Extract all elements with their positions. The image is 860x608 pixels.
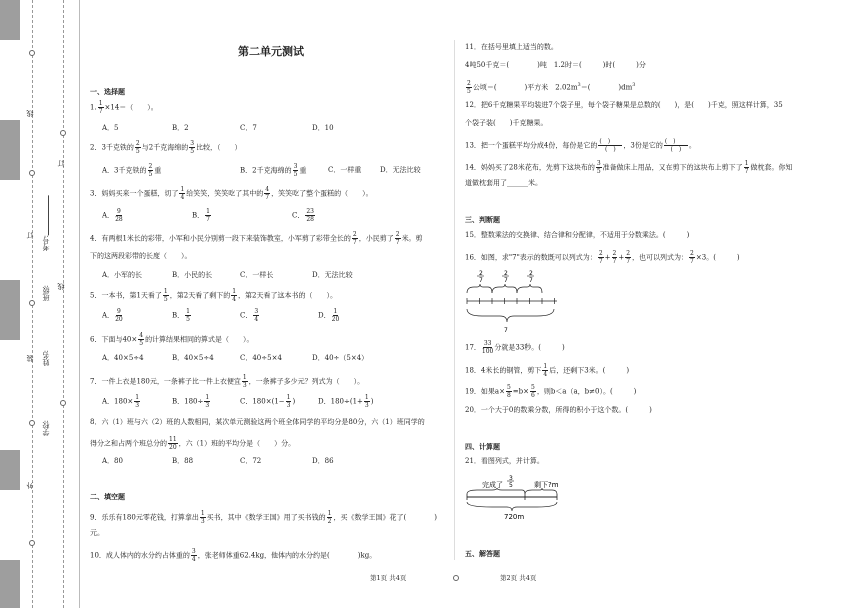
question-14: 14．妈妈买了28米花布，先剪下这块布的 $\frac{3}{5}$ 准备做床上用品，又在剪下的这块布上剪下了 $\frac{1}{7}$ 做枕套。你知 <box>465 160 793 175</box>
page-footer-left: 第1页 共4页 <box>370 574 407 582</box>
fig-frac-bottom-3: 7 <box>529 277 533 284</box>
binding-hole <box>29 300 35 306</box>
question-9: 9．乐乐有180元零花钱，打算拿出 $\frac{1}{3}$ 买书，其中《数学王国》用了买书钱的 $\frac{1}{2}$ ，买《数学王国》花了( ) <box>90 510 437 525</box>
question-13: 13．把一个蛋糕平均分成4份，每份是它的 $\frac{( )}{( )}$ ，3份是它的 $\frac{( )}{( )}$ 。 <box>465 138 696 153</box>
q4-option-a[interactable]: A．小军的长 <box>102 271 143 279</box>
question-11: 11．在括号里填上适当的数。 <box>465 43 558 51</box>
section-answer-heading: 五、解答题 <box>465 549 500 558</box>
section-fill-heading: 二、填空题 <box>90 492 125 501</box>
q1-option-b[interactable]: B．2 <box>172 124 189 132</box>
question-19: 19．如果a× $\frac{5}{8}$ =b× $\frac{5}{6}$ ，则b＜a（a，b≠0）。( ) <box>465 384 637 399</box>
binding-line-label-1: 线 <box>26 110 34 117</box>
question-1: 1. $\frac{1}{7}$ ×14＝（ ）。 <box>90 100 158 115</box>
q3-option-b[interactable]: B． $\frac{1}{7}$ <box>192 208 210 223</box>
section-judge-heading: 三、判断题 <box>465 215 500 224</box>
binding-ding-label: 订 <box>26 232 34 239</box>
page-footer-right: 第2页 共4页 <box>500 574 537 582</box>
q7-option-a[interactable]: A．180× $\frac{1}{3}$ <box>102 394 140 409</box>
q4-option-c[interactable]: C．一样长 <box>240 271 274 279</box>
question-8-line2: 得分之和占两个班总分的 $\frac{11}{20}$ ，六（1）班的平均分是（ ）分。 <box>90 436 296 451</box>
q8-option-b[interactable]: B．88 <box>172 457 194 465</box>
q7-option-b[interactable]: B．180÷ $\frac{1}{3}$ <box>172 394 210 409</box>
q2-option-a[interactable]: A．3千克铁的 $\frac{2}{5}$ 重 <box>102 163 162 178</box>
question-16: 16．如图，求"7"表示的数既可以列式为： $\frac{2}{7}$ + $\frac{2}{7}$ + $\frac{2}{7}$ ，也可以列式为： $\frac{2}{7}$ ×3。( ) <box>465 250 740 265</box>
binding-hole <box>60 400 66 406</box>
fig-rest-label: 剩下?m <box>534 481 559 489</box>
question-8: 8．六（1）班与六（2）班的人数相同，某次单元测验这两个班全体同学的平均分是80分，六（1）班同学的 <box>90 418 425 426</box>
q1-option-d[interactable]: D．10 <box>312 124 334 132</box>
q5-option-a[interactable]: A． $\frac{9}{20}$ <box>102 308 123 323</box>
fig-total-label: 720m <box>504 513 525 521</box>
binding-strip <box>0 0 20 608</box>
section-choice-heading: 一、选择题 <box>90 87 125 96</box>
center-hole <box>453 575 459 581</box>
q5-option-b[interactable]: B． $\frac{1}{5}$ <box>172 308 190 323</box>
question-3: 3．妈妈买来一个蛋糕，切了 $\frac{1}{4}$ 给笑笑，笑笑吃了其中的 $\frac{4}{7}$ ，笑笑吃了整个蛋糕的（ ）。 <box>90 186 373 201</box>
question-18: 18．4米长的钢管，剪下 $\frac{1}{4}$ 后，还剩下3米。( ) <box>465 363 630 378</box>
class-label: 班级: <box>42 285 50 302</box>
question-7: 7．一件上衣是180元，一条裤子比一件上衣便宜 $\frac{1}{3}$ ，一条裤子多少元？列式为（ ）。 <box>90 374 365 389</box>
fig-frac-bottom-2: 7 <box>504 277 508 284</box>
q2-option-b[interactable]: B．2千克海绵的 $\frac{3}{5}$ 重 <box>240 163 307 178</box>
binding-hole <box>29 540 35 546</box>
binding-margin <box>20 0 80 608</box>
q5-option-d[interactable]: D． $\frac{1}{20}$ <box>318 308 340 323</box>
fig-done-frac-bottom: 5 <box>509 482 513 489</box>
binding-zhuang-label: 装 <box>26 355 34 362</box>
fig-frac-top-3: 2 <box>529 270 533 277</box>
q6-option-a[interactable]: A．40×5÷4 <box>102 354 144 362</box>
fig-total-label: 7 <box>504 327 508 334</box>
q8-option-c[interactable]: C．72 <box>240 457 262 465</box>
question-9-end: 元。 <box>90 529 104 537</box>
q3-option-c[interactable]: C． $\frac{23}{28}$ <box>292 208 314 223</box>
question-10: 10．成人体内的水分约占体重的 $\frac{3}{4}$ ，张老师体重62.4kg，他体内的水分约是( )kg。 <box>90 548 377 563</box>
question-6: 6．下面与40× $\frac{4}{5}$ 的计算结果相同的算式是（ ）。 <box>90 332 254 347</box>
school-label: 学校: <box>42 420 50 437</box>
question-11-line1: 4吨50千克＝( )吨 1.2时＝( )时( )分 <box>465 61 646 69</box>
fig-frac-bottom-1: 7 <box>479 277 483 284</box>
question-12: 12．把6千克糖果平均装进7个袋子里，每个袋子糖果是总数的( )，是( )千克，照这样计算，35 <box>465 101 783 109</box>
q16-number-line-figure <box>462 267 562 339</box>
question-15: 15．整数乘法的交换律、结合律和分配律，不适用于分数乘法。( ) <box>465 231 690 239</box>
binding-inner-line: 线 <box>57 283 65 290</box>
question-4: 4．有两根1米长的彩带，小军和小民分别剪一段下来装饰教室，小军剪了彩带全长的 $\frac{2}{7}$ ，小民剪了 $\frac{2}{7}$ 米。剪 <box>90 231 423 246</box>
q4-option-d[interactable]: D．无法比较 <box>312 271 353 279</box>
question-5: 5．一本书，第1天看了 $\frac{1}{5}$ ，第2天看了剩下的 $\frac{1}{4}$ ，第2天看了这本书的（ ）。 <box>90 288 338 303</box>
q2-option-d[interactable]: D．无法比较 <box>380 166 421 174</box>
binding-inner-ding: 订 <box>57 160 65 167</box>
q6-option-c[interactable]: C．40÷5×4 <box>240 354 282 362</box>
q5-option-c[interactable]: C． $\frac{3}{4}$ <box>240 308 259 323</box>
question-4-line2: 下的这两段彩带的长度（ ）。 <box>90 252 192 260</box>
q2-option-c[interactable]: C．一样重 <box>328 166 362 174</box>
fig-frac-top-1: 2 <box>479 270 483 277</box>
question-12-line2: 个袋子装( )千克糖果。 <box>465 119 548 127</box>
q1-option-a[interactable]: A．5 <box>102 124 119 132</box>
binding-hole <box>29 420 35 426</box>
name-label: 姓名: <box>42 350 50 367</box>
binding-wai-label: 外 <box>26 482 34 489</box>
q6-option-d[interactable]: D．40÷（5×4） <box>312 354 369 362</box>
binding-hole <box>60 130 66 136</box>
binding-hole <box>29 50 35 56</box>
question-14-line2: 道做枕套用了______米。 <box>465 179 542 187</box>
student-number-label: 考号: <box>43 195 50 251</box>
q8-option-d[interactable]: D．86 <box>312 457 334 465</box>
binding-hole <box>29 170 35 176</box>
question-2: 2．3千克铁的 $\frac{2}{5}$ 与2千克海绵的 $\frac{3}{5}$ 比较，（ ） <box>90 140 242 155</box>
q21-bar-figure <box>462 470 572 522</box>
page-title: 第二单元测试 <box>238 45 304 58</box>
q4-option-b[interactable]: B．小民的长 <box>172 271 213 279</box>
fig-frac-top-2: 2 <box>504 270 508 277</box>
q3-option-a[interactable]: A． $\frac{9}{28}$ <box>102 208 123 223</box>
fig-done-label: 完成了 <box>482 481 503 489</box>
question-21: 21．看图列式，并计算。 <box>465 457 544 465</box>
fig-done-frac-top: 3 <box>509 475 513 482</box>
q7-option-d[interactable]: D．180÷(1+ $\frac{1}{3}$ ) <box>318 394 374 409</box>
q6-option-b[interactable]: B．40×5÷4 <box>172 354 214 362</box>
question-20: 20．一个大于0的数乘分数，所得的积小于这个数。( ) <box>465 406 652 414</box>
q1-option-c[interactable]: C．7 <box>240 124 257 132</box>
q8-option-a[interactable]: A．80 <box>102 457 123 465</box>
question-17: 17． $\frac{33}{100}$ 分就是33秒。( ) <box>465 340 565 355</box>
q7-option-c[interactable]: C．180×(1− $\frac{1}{3}$ ) <box>240 394 296 409</box>
section-calc-heading: 四、计算题 <box>465 442 500 451</box>
question-11-line2: $\frac{2}{5}$ 公顷＝( )平方米 $2.02m^3=$( )$dm^3$ <box>467 80 636 95</box>
